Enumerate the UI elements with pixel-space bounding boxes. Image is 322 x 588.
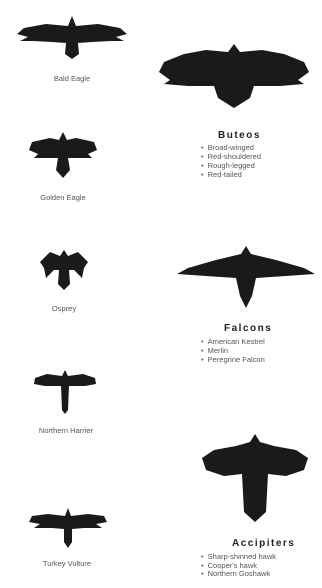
buteos-title: Buteos	[218, 130, 261, 141]
golden-eagle-label: Golden Eagle	[40, 193, 86, 202]
list-item: • Northern Goshawk	[201, 570, 276, 579]
list-item: • Sharp-shinned hawk	[201, 553, 276, 562]
bald-eagle-silhouette	[16, 12, 128, 62]
falcons-title: Falcons	[224, 323, 273, 334]
list-item: • Red-tailed	[201, 170, 261, 179]
falcons-list	[201, 337, 265, 364]
list-item: • Rough-legged	[201, 161, 261, 170]
list-item: • Red-shouldered	[201, 152, 261, 161]
turkey-vulture-silhouette	[28, 502, 108, 552]
accipiters-title: Accipiters	[232, 538, 296, 549]
turkey-vulture-label: Turkey Vulture	[42, 559, 92, 568]
accipiter-silhouette	[200, 430, 310, 526]
list-item: • Broad-winged	[201, 143, 261, 152]
golden-eagle-silhouette	[28, 128, 98, 184]
osprey-label: Osprey	[51, 304, 77, 313]
buteos-list	[201, 143, 261, 179]
list-item: • Peregrine Falcon	[201, 355, 265, 364]
list-item: • American Kestrel	[201, 337, 265, 346]
accipiters-list	[201, 553, 276, 579]
northern-harrier-silhouette	[33, 366, 97, 418]
osprey-silhouette	[38, 244, 90, 294]
buteo-silhouette	[158, 40, 310, 124]
northern-harrier-label: Northern Harrier	[38, 426, 94, 435]
bald-eagle-label: Bald Eagle	[53, 74, 91, 83]
falcon-silhouette	[176, 242, 316, 316]
list-item: • Cooper's hawk	[201, 562, 276, 571]
list-item: • Merlin	[201, 346, 265, 355]
